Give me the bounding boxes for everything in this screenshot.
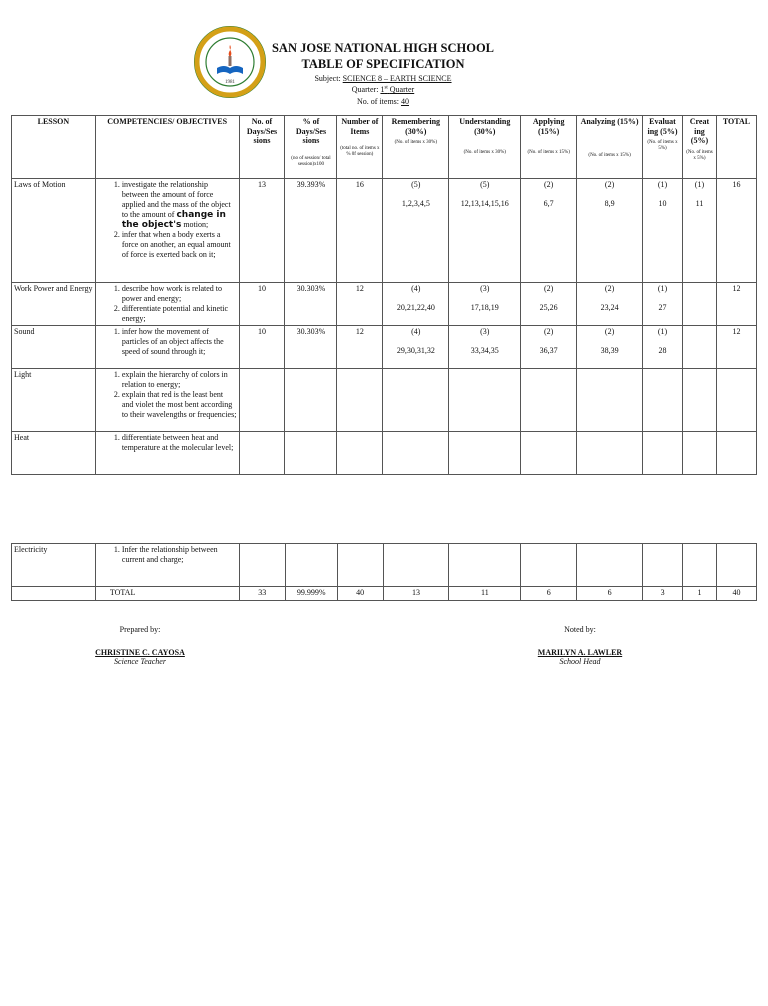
- competencies-cell: [95, 283, 239, 326]
- days-cell: 13: [239, 179, 285, 283]
- understanding-cell: [449, 369, 521, 432]
- competency-item: 2. differentiate potential and kinetic energy;: [122, 304, 237, 324]
- table-row: [12, 544, 757, 587]
- subject-label: Subject:: [314, 74, 341, 83]
- competency-item: [122, 180, 237, 230]
- quarter-suffix: st: [384, 85, 388, 91]
- item-numbers: 20,21,22,40: [396, 303, 435, 312]
- applying-cell: [521, 544, 577, 587]
- count: (4): [411, 284, 421, 293]
- item-numbers: 29,30,31,32: [396, 346, 435, 355]
- lesson-name: Light: [12, 369, 96, 432]
- count: (1): [657, 284, 668, 293]
- totals-total: 40: [716, 587, 756, 601]
- col-applying: [521, 116, 577, 179]
- days-cell: 10: [239, 326, 285, 369]
- col-creating-formula: (No. of items x 5%): [686, 149, 713, 161]
- applying-cell: [521, 179, 577, 283]
- percent-cell: 30.303%: [285, 283, 337, 326]
- total-cell: [716, 369, 756, 432]
- applying-cell: [521, 283, 577, 326]
- competency-item: 2. infer that when a body exerts a force on another, an equal amount of force is exerted back on it;: [122, 230, 237, 260]
- remembering-cell: [383, 544, 449, 587]
- col-number-label: Number of Items: [341, 117, 379, 136]
- analyzing-cell: [577, 179, 643, 283]
- number-cell: [337, 432, 383, 475]
- item-numbers: 33,34,35: [470, 346, 499, 355]
- lesson-name: Laws of Motion: [12, 179, 96, 283]
- competency-text-end: motion;: [183, 220, 209, 229]
- totals-label: TOTAL: [95, 587, 239, 601]
- days-cell: 10: [239, 283, 285, 326]
- analyzing-cell: [577, 283, 643, 326]
- quarter-word: Quarter: [389, 85, 415, 94]
- col-percent-label: % of Days/Ses sions: [295, 117, 327, 145]
- remembering-cell: [383, 283, 449, 326]
- creating-cell: [682, 179, 716, 283]
- totals-understanding: 11: [449, 587, 521, 601]
- col-understanding: [449, 116, 521, 179]
- noted-by-signature: [510, 648, 650, 666]
- understanding-cell: [449, 544, 521, 587]
- total-cell: 12: [716, 326, 756, 369]
- competency-text-large: change in the object's: [121, 210, 226, 230]
- col-evaluating: [643, 116, 683, 179]
- table-row: [12, 326, 757, 369]
- percent-cell: [285, 544, 337, 587]
- prepared-by-label: Prepared by:: [119, 625, 161, 634]
- table-row: [12, 432, 757, 475]
- total-cell: [716, 432, 756, 475]
- creating-cell: [682, 283, 716, 326]
- remembering-cell: [383, 432, 449, 475]
- competency-item: 2. explain that red is the least bent and violet the most bent according to their wavelengths or frequencies;: [122, 390, 237, 420]
- competency-item: 1. describe how work is related to power and energy;: [122, 284, 237, 304]
- creating-cell: [683, 544, 717, 587]
- item-numbers: 23,24: [600, 303, 619, 312]
- count: (1): [694, 180, 705, 189]
- competencies-cell: [95, 432, 239, 475]
- school-name: SAN JOSE NATIONAL HIGH SCHOOL: [271, 41, 495, 55]
- totals-row: [12, 587, 757, 601]
- col-days: No. of Days/Ses sions: [239, 116, 285, 179]
- count: (2): [544, 180, 554, 189]
- remembering-cell: [383, 326, 449, 369]
- items-line: [268, 97, 498, 106]
- col-analyzing-formula: (No. of items x 15%): [588, 152, 631, 158]
- col-applying-formula: (No. of items x 15%): [527, 150, 570, 155]
- count: (5): [480, 180, 490, 189]
- header-row: [12, 116, 757, 179]
- competency-item: 1. infer how the movement of particles of an object affects the speed of sound through it;: [122, 327, 237, 357]
- school-logo: [193, 25, 267, 99]
- col-applying-label: Applying (15%): [532, 117, 565, 136]
- quarter-number: 1: [380, 85, 385, 94]
- item-numbers: 12,13,14,15,16: [460, 199, 509, 208]
- col-understanding-label: Understanding (30%): [459, 117, 511, 136]
- percent-cell: [285, 369, 337, 432]
- specification-table: [11, 115, 757, 475]
- evaluating-cell: [643, 369, 683, 432]
- count: (2): [544, 284, 554, 293]
- count: (2): [604, 284, 615, 293]
- count: (2): [604, 327, 615, 336]
- totals-analyzing: 6: [577, 587, 643, 601]
- quarter-line: [268, 85, 498, 94]
- number-cell: 12: [337, 283, 383, 326]
- col-competencies: COMPETENCIES/ OBJECTIVES: [95, 116, 239, 179]
- col-evaluating-formula: (No. of items x 5%): [647, 140, 678, 151]
- evaluating-cell: [643, 544, 683, 587]
- noted-by-label: Noted by:: [564, 625, 596, 634]
- creating-cell: [682, 369, 716, 432]
- creating-cell: [682, 326, 716, 369]
- item-numbers: 36,37: [539, 346, 558, 355]
- item-numbers: 38,39: [600, 346, 619, 355]
- applying-cell: [521, 326, 577, 369]
- number-cell: 12: [337, 326, 383, 369]
- col-remembering: [383, 116, 449, 179]
- table-row: [12, 369, 757, 432]
- competencies-cell: [95, 369, 239, 432]
- col-remembering-label: Remembering (30%): [391, 117, 441, 136]
- specification-table-continued: [11, 543, 757, 601]
- quarter-value: [380, 85, 414, 94]
- total-cell: 12: [716, 283, 756, 326]
- noted-by-role: School Head: [559, 657, 601, 666]
- item-numbers: 1,2,3,4,5: [401, 199, 430, 208]
- quarter-label: Quarter:: [351, 85, 379, 94]
- understanding-cell: [449, 179, 521, 283]
- item-numbers: 25,26: [539, 303, 558, 312]
- evaluating-cell: [643, 283, 683, 326]
- item-numbers: 6,7: [543, 199, 554, 208]
- lesson-name: Work Power and Energy: [12, 283, 96, 326]
- totals-lesson-cell: [12, 587, 96, 601]
- col-lesson: LESSON: [12, 116, 96, 179]
- number-cell: [337, 544, 383, 587]
- totals-number: 40: [337, 587, 383, 601]
- count: (2): [544, 327, 554, 336]
- number-cell: 16: [337, 179, 383, 283]
- competencies-cell: [95, 179, 239, 283]
- competencies-cell: [95, 326, 239, 369]
- competency-text: investigate the relationship between the amount of force applied and the mass of the object to the amount of: [121, 180, 231, 219]
- item-numbers: 8,9: [604, 199, 615, 208]
- item-numbers: 10: [658, 199, 667, 208]
- svg-text:1981: 1981: [225, 80, 235, 85]
- totals-remembering: 13: [383, 587, 449, 601]
- count: (5): [411, 180, 421, 189]
- col-number: [337, 116, 383, 179]
- applying-cell: [521, 369, 577, 432]
- number-cell: [337, 369, 383, 432]
- total-cell: 16: [716, 179, 756, 283]
- percent-cell: 30.303%: [285, 326, 337, 369]
- table-row: [12, 283, 757, 326]
- lesson-name: Heat: [12, 432, 96, 475]
- competency-item: 1. explain the hierarchy of colors in relation to energy;: [122, 370, 237, 390]
- analyzing-cell: [577, 326, 643, 369]
- understanding-cell: [449, 432, 521, 475]
- table-row: [12, 179, 757, 283]
- evaluating-cell: [643, 179, 683, 283]
- creating-cell: [682, 432, 716, 475]
- col-understanding-formula: (No. of items x 30%): [463, 150, 506, 155]
- col-creating-label: Creat ing (5%): [689, 117, 710, 145]
- noted-by-name: MARILYN A. LAWLER: [537, 648, 623, 657]
- lesson-name: Electricity: [12, 544, 96, 587]
- col-evaluating-label: Evaluat ing (5%): [647, 117, 678, 136]
- subject-line: [268, 74, 498, 83]
- evaluating-cell: [643, 432, 683, 475]
- totals-days: 33: [239, 587, 285, 601]
- items-value: 40: [401, 97, 409, 106]
- count: (2): [604, 180, 615, 189]
- prepared-by-name: CHRISTINE C. CAYOSA: [95, 648, 185, 657]
- prepared-by-role: Science Teacher: [114, 657, 166, 666]
- analyzing-cell: [577, 369, 643, 432]
- lesson-name: Sound: [12, 326, 96, 369]
- remembering-cell: [383, 369, 449, 432]
- item-numbers: 28: [658, 346, 667, 355]
- count: (1): [657, 327, 668, 336]
- prepared-by-signature: [70, 648, 210, 666]
- applying-cell: [521, 432, 577, 475]
- col-percent: [285, 116, 337, 179]
- days-cell: [239, 432, 285, 475]
- evaluating-cell: [643, 326, 683, 369]
- understanding-cell: [449, 283, 521, 326]
- total-cell: [716, 544, 756, 587]
- totals-applying: 6: [521, 587, 577, 601]
- item-numbers: 11: [695, 199, 704, 208]
- totals-creating: 1: [683, 587, 717, 601]
- count: (3): [480, 284, 490, 293]
- col-analyzing: [577, 116, 643, 179]
- totals-percent: 99.999%: [285, 587, 337, 601]
- item-numbers: 17,18,19: [470, 303, 499, 312]
- col-remembering-formula: (No. of items x 30%): [394, 140, 437, 145]
- count: (1): [657, 180, 668, 189]
- days-cell: [239, 544, 285, 587]
- competency-item: 1. Infer the relationship between current and charge;: [122, 545, 237, 565]
- col-analyzing-label: Analyzing (15%): [580, 117, 639, 126]
- remembering-cell: [383, 179, 449, 283]
- understanding-cell: [449, 326, 521, 369]
- subject-value: SCIENCE 8 – EARTH SCIENCE: [342, 74, 452, 83]
- percent-cell: 39.393%: [285, 179, 337, 283]
- totals-evaluating: 3: [643, 587, 683, 601]
- competency-item: 1. differentiate between heat and temperature at the molecular level;: [122, 433, 237, 453]
- percent-cell: [285, 432, 337, 475]
- col-number-formula: (total no. of items x % 0f session): [340, 146, 380, 157]
- count: (4): [411, 327, 421, 336]
- col-total: TOTAL: [716, 116, 756, 179]
- item-numbers: 27: [658, 303, 667, 312]
- days-cell: [239, 369, 285, 432]
- count: (3): [480, 327, 490, 336]
- items-label: No. of items:: [357, 97, 399, 106]
- competencies-cell: [95, 544, 239, 587]
- col-percent-formula: (no of session/ total session)x100: [291, 155, 331, 167]
- analyzing-cell: [577, 432, 643, 475]
- analyzing-cell: [577, 544, 643, 587]
- col-creating: [682, 116, 716, 179]
- document-title: TABLE OF SPECIFICATION: [301, 57, 465, 71]
